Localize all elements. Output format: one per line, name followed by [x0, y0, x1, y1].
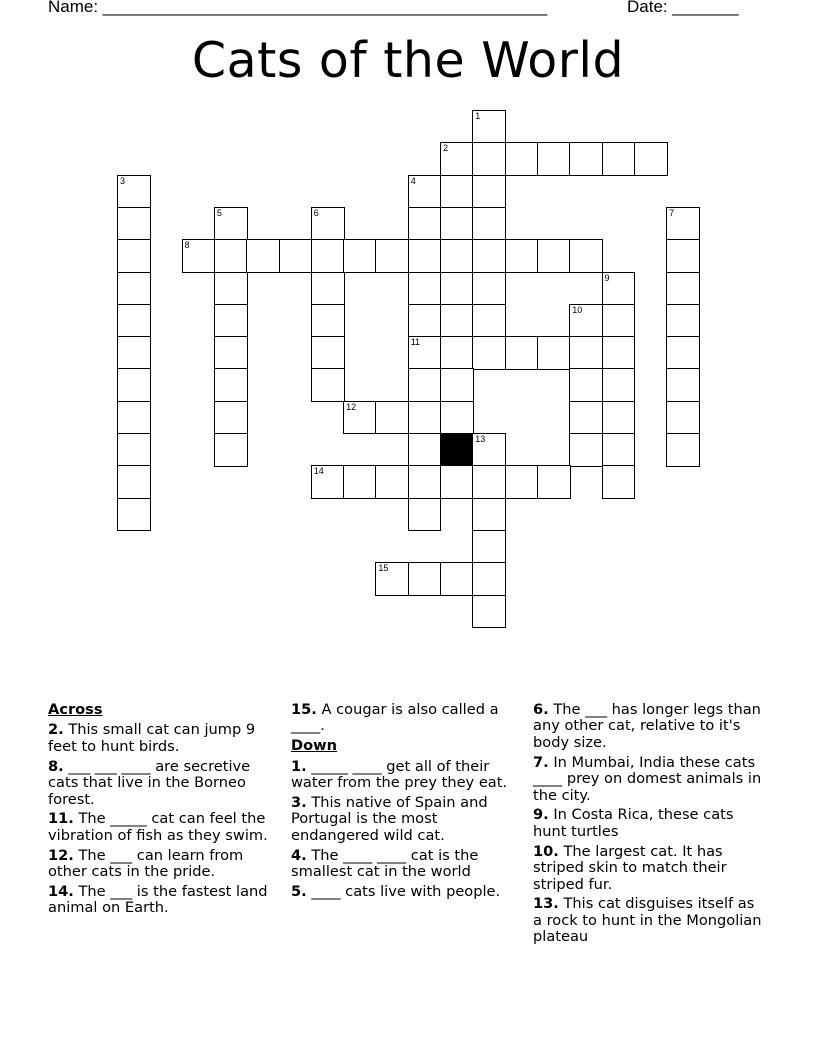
- crossword-cell[interactable]: [472, 433, 506, 467]
- clue-column-3: [533, 702, 765, 949]
- crossword-cell[interactable]: [408, 368, 442, 402]
- crossword-cell[interactable]: [537, 336, 571, 370]
- crossword-cell[interactable]: [472, 562, 506, 596]
- clue-number: 1: [475, 111, 481, 121]
- crossword-cell[interactable]: [311, 368, 345, 402]
- crossword-cell[interactable]: [117, 433, 151, 467]
- crossword-cell[interactable]: [375, 239, 409, 273]
- crossword-cell[interactable]: [440, 175, 474, 209]
- crossword-cell[interactable]: [375, 401, 409, 435]
- crossword-cell[interactable]: [569, 304, 603, 338]
- crossword-cell[interactable]: [117, 336, 151, 370]
- clue-number: 15: [378, 563, 389, 574]
- crossword-cell[interactable]: [505, 239, 539, 273]
- crossword-cell[interactable]: [311, 239, 345, 273]
- crossword-cell[interactable]: [440, 562, 474, 596]
- crossword-cell[interactable]: [375, 562, 409, 596]
- crossword-cell[interactable]: [602, 368, 636, 402]
- crossword-cell[interactable]: [440, 304, 474, 338]
- crossword-cell[interactable]: [343, 239, 377, 273]
- clue-number: 10: [572, 304, 583, 315]
- crossword-cell[interactable]: [440, 401, 474, 435]
- clue-number: 11: [410, 337, 421, 348]
- black-square: [440, 433, 474, 467]
- crossword-cell[interactable]: [117, 239, 151, 273]
- crossword-cell[interactable]: [214, 272, 248, 306]
- crossword-cell[interactable]: [117, 465, 151, 499]
- crossword-cell[interactable]: [182, 239, 216, 273]
- crossword-cell[interactable]: [666, 207, 700, 241]
- crossword-cell[interactable]: [117, 498, 151, 532]
- crossword-cell[interactable]: [117, 401, 151, 435]
- crossword-cell[interactable]: [666, 272, 700, 306]
- name-field-label: Name: _______________________________________________: [48, 0, 548, 16]
- crossword-cell[interactable]: [472, 142, 506, 176]
- crossword-cell[interactable]: [214, 304, 248, 338]
- crossword-cell[interactable]: [408, 272, 442, 306]
- clue-column-1: [48, 702, 280, 920]
- crossword-cell[interactable]: [408, 433, 442, 467]
- clue-across-8: 8. ___ ___ ____ are secretive cats that live in the Borneo forest.: [48, 757, 251, 808]
- crossword-cell[interactable]: [214, 336, 248, 370]
- clue-down-5: 5. ____ cats live with people.: [291, 883, 501, 901]
- crossword-cell[interactable]: [214, 239, 248, 273]
- crossword-cell[interactable]: [117, 175, 151, 209]
- crossword-cell[interactable]: [472, 498, 506, 532]
- crossword-cell[interactable]: [214, 401, 248, 435]
- crossword-cell[interactable]: [214, 433, 248, 467]
- crossword-cell[interactable]: [472, 272, 506, 306]
- crossword-cell[interactable]: [666, 336, 700, 370]
- crossword-cell[interactable]: [408, 207, 442, 241]
- crossword-cell[interactable]: [602, 142, 636, 176]
- clue-across-15: 15. A cougar is also called a ____.: [291, 701, 499, 735]
- crossword-cell[interactable]: [505, 142, 539, 176]
- clue-down-1: 1. _____ ____ get all of their water from the prey they eat.: [291, 757, 508, 792]
- crossword-cell[interactable]: [537, 142, 571, 176]
- clue-number: 7: [669, 207, 675, 218]
- crossword-cell[interactable]: [117, 368, 151, 402]
- crossword-cell[interactable]: [472, 595, 506, 629]
- crossword-cell[interactable]: [666, 239, 700, 273]
- crossword-cell[interactable]: [472, 239, 506, 273]
- crossword-cell[interactable]: [279, 239, 313, 273]
- clue-number: 3: [120, 175, 126, 186]
- page-title: Cats of the World: [191, 32, 625, 89]
- crossword-cell[interactable]: [440, 465, 474, 499]
- crossword-cell[interactable]: [602, 465, 636, 499]
- clue-number: 6: [313, 207, 319, 218]
- crossword-cell[interactable]: [666, 401, 700, 435]
- crossword-cell[interactable]: [440, 272, 474, 306]
- crossword-cell[interactable]: [472, 465, 506, 499]
- crossword-cell[interactable]: [408, 465, 442, 499]
- clue-down-6: 6. The ___ has longer legs than any other cat, relative to it's body size.: [533, 701, 761, 751]
- crossword-cell[interactable]: [117, 272, 151, 306]
- crossword-cell[interactable]: [666, 368, 700, 402]
- clue-number: 13: [475, 434, 486, 444]
- crossword-cell[interactable]: [569, 368, 603, 402]
- crossword-cell[interactable]: [602, 336, 636, 370]
- crossword-cell[interactable]: [343, 401, 377, 435]
- clue-number: 12: [346, 401, 357, 412]
- crossword-cell[interactable]: [214, 368, 248, 402]
- clue-down-3: 3. This native of Spain and Portugal is the most endangered wild cat.: [291, 794, 488, 844]
- clue-number: 4: [410, 175, 416, 186]
- crossword-cell[interactable]: [569, 336, 603, 370]
- crossword-cell[interactable]: [537, 465, 571, 499]
- crossword-cell[interactable]: [440, 368, 474, 402]
- down-heading: Down: [291, 737, 338, 755]
- crossword-cell[interactable]: [472, 175, 506, 209]
- date-field-label: Date: _______: [627, 0, 739, 16]
- clue-number: 8: [184, 240, 190, 251]
- crossword-cell[interactable]: [440, 239, 474, 273]
- clue-down-9: 9. In Costa Rica, these cats hunt turtles: [533, 806, 734, 840]
- crossword-cell[interactable]: [246, 239, 280, 273]
- clue-number: 5: [216, 207, 222, 218]
- clue-across-14: 14. The ___ is the fastest land animal on Earth.: [48, 883, 268, 917]
- clue-across-11: 11. The _____ cat can feel the vibration of fish as they swim.: [48, 810, 268, 844]
- crossword-cell[interactable]: [117, 207, 151, 241]
- crossword-cell[interactable]: [472, 304, 506, 338]
- crossword-cell[interactable]: [311, 207, 345, 241]
- crossword-cell[interactable]: [569, 401, 603, 435]
- crossword-cell[interactable]: [569, 142, 603, 176]
- crossword-cell[interactable]: [117, 304, 151, 338]
- crossword-cell[interactable]: [311, 465, 345, 499]
- clue-column-2: [291, 702, 523, 904]
- clue-across-12: 12. The ___ can learn from other cats in the pride.: [48, 846, 244, 881]
- clue-number: 2: [443, 143, 449, 154]
- crossword-cell[interactable]: [440, 336, 474, 370]
- crossword-cell[interactable]: [602, 304, 636, 338]
- clue-across-2: 2. This small cat can jump 9 feet to hunt birds.: [48, 721, 256, 755]
- crossword-cell[interactable]: [375, 465, 409, 499]
- crossword-cell[interactable]: [505, 336, 539, 370]
- crossword-cell[interactable]: [569, 433, 603, 467]
- crossword-cell[interactable]: [311, 336, 345, 370]
- crossword-cell[interactable]: [602, 433, 636, 467]
- crossword-cell[interactable]: [311, 304, 345, 338]
- crossword-cell[interactable]: [408, 304, 442, 338]
- clue-down-13: 13. This cat disguises itself as a rock to hunt in the Mongolian plateau: [533, 895, 762, 946]
- clue-number: 14: [313, 466, 324, 477]
- crossword-cell[interactable]: [569, 239, 603, 273]
- crossword-cell[interactable]: [537, 239, 571, 273]
- clue-number: 9: [604, 272, 610, 283]
- crossword-cell[interactable]: [602, 401, 636, 435]
- crossword-cell[interactable]: [311, 272, 345, 306]
- crossword-cell[interactable]: [408, 175, 442, 209]
- crossword-cell[interactable]: [408, 336, 442, 370]
- crossword-cell[interactable]: [472, 336, 506, 370]
- crossword-cell[interactable]: [440, 142, 474, 176]
- crossword-cell[interactable]: [666, 304, 700, 338]
- crossword-cell[interactable]: [408, 401, 442, 435]
- crossword-cell[interactable]: [505, 465, 539, 499]
- crossword-cell[interactable]: [408, 562, 442, 596]
- crossword-cell[interactable]: [440, 207, 474, 241]
- crossword-cell[interactable]: [472, 530, 506, 564]
- crossword-cell[interactable]: [343, 465, 377, 499]
- crossword-cell[interactable]: [472, 110, 506, 144]
- clue-down-10: 10. The largest cat. It has striped skin to match their striped fur.: [533, 842, 727, 893]
- crossword-cell[interactable]: [214, 207, 248, 241]
- crossword-cell[interactable]: [602, 272, 636, 306]
- crossword-cell[interactable]: [666, 433, 700, 467]
- crossword-cell[interactable]: [634, 142, 668, 176]
- crossword-cell[interactable]: [472, 207, 506, 241]
- crossword-cell[interactable]: [408, 498, 442, 532]
- clue-down-4: 4. The ____ ____ cat is the smallest cat in the world: [291, 846, 479, 881]
- clue-down-7: 7. In Mumbai, India these cats ____ prey on domest animals in the city.: [533, 753, 762, 804]
- crossword-cell[interactable]: [408, 239, 442, 273]
- across-heading: Across: [48, 701, 103, 718]
